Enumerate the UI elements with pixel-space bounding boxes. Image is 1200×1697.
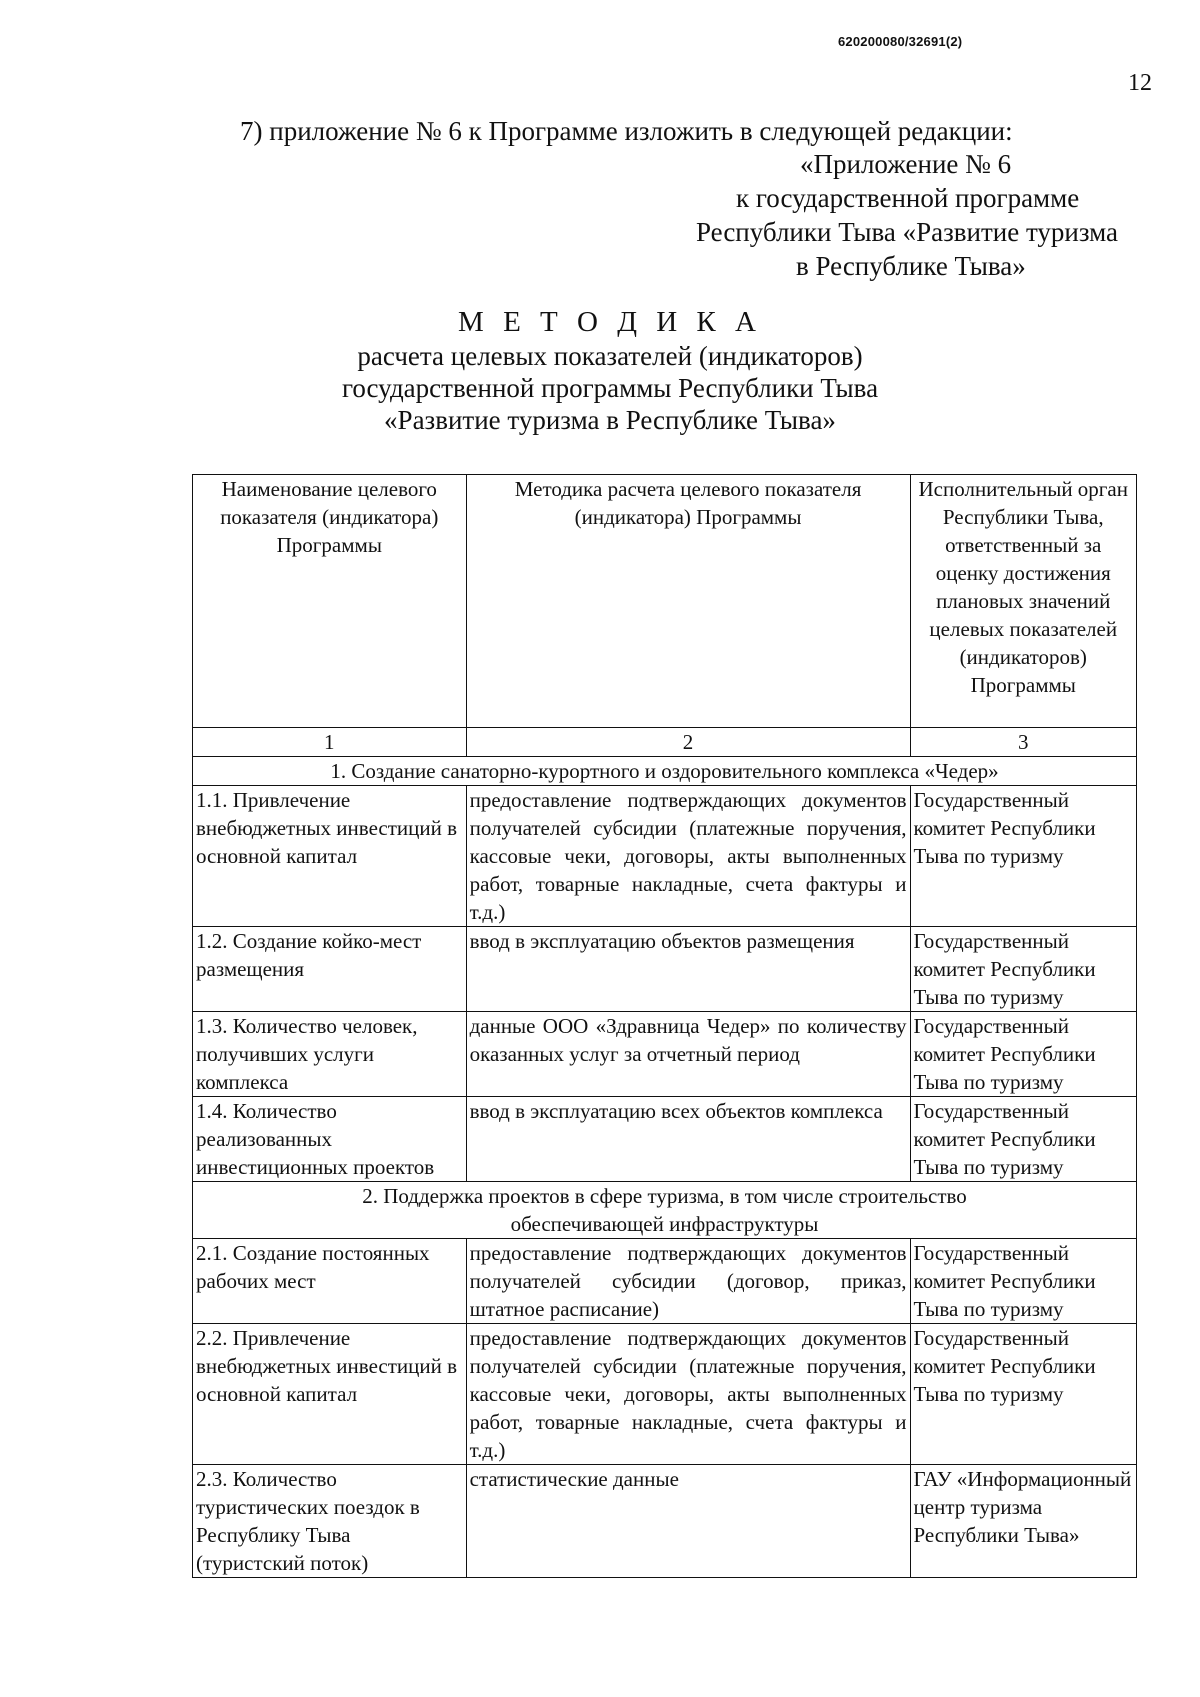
organ-cell: Государственный комитет Республики Тыва по туризму bbox=[910, 1324, 1136, 1465]
organ-cell: ГАУ «Информационный центр туризма Республики Тыва» bbox=[910, 1465, 1136, 1578]
appendix-line-4: в Республике Тыва» bbox=[796, 251, 1026, 281]
method-cell: ввод в эксплуатацию всех объектов комплекса bbox=[466, 1097, 910, 1182]
indicator-cell: 2.3. Количество туристических поездок в Республику Тыва (туристский поток) bbox=[193, 1465, 467, 1578]
title-line-1: расчета целевых показателей (индикаторов) bbox=[357, 341, 863, 371]
header-cell-indicator: Наименование целевого показателя (индикатора) Программы bbox=[193, 475, 467, 728]
table-row bbox=[193, 1465, 1137, 1578]
column-number-row bbox=[193, 728, 1137, 757]
organ-cell: Государственный комитет Республики Тыва по туризму bbox=[910, 1012, 1136, 1097]
title-line-2: государственной программы Республики Тыва bbox=[341, 373, 879, 403]
appendix-line-2: к государственной программе bbox=[736, 183, 1080, 213]
indicator-cell: 1.1. Привлечение внебюджетных инвестиций в основной капитал bbox=[193, 786, 467, 927]
intro-paragraph: 7) приложение № 6 к Программе изложить в следующей редакции: bbox=[240, 116, 1013, 146]
organ-cell: Государственный комитет Республики Тыва по туризму bbox=[910, 1097, 1136, 1182]
header-cell-organ: Исполнительный орган Республики Тыва, ответственный за оценку достижения плановых значений целевых показателей (индикаторов) Программы bbox=[910, 475, 1136, 728]
table-row bbox=[193, 927, 1137, 1012]
section-row bbox=[193, 757, 1137, 786]
document-title bbox=[0, 306, 1200, 436]
methodology-table bbox=[192, 474, 1137, 1578]
method-cell: статистические данные bbox=[466, 1465, 910, 1578]
table-row bbox=[193, 1324, 1137, 1465]
column-number-cell: 3 bbox=[910, 728, 1136, 757]
section-title: 1. Создание санаторно-курортного и оздоровительного комплекса «Чедер» bbox=[193, 757, 1137, 786]
document-id: 620200080/32691(2) bbox=[838, 34, 963, 49]
section-row bbox=[193, 1182, 1137, 1239]
header-cell-method: Методика расчета целевого показателя (индикатора) Программы bbox=[466, 475, 910, 728]
table-row bbox=[193, 1012, 1137, 1097]
title-main: М Е Т О Д И К А bbox=[458, 306, 762, 338]
section-title: 2. Поддержка проектов в сфере туризма, в том числе строительство обеспечивающей инфраструктуры bbox=[193, 1182, 1137, 1239]
indicator-cell: 1.4. Количество реализованных инвестиционных проектов bbox=[193, 1097, 467, 1182]
method-cell: предоставление подтверждающих документов получателей субсидии (платежные поручения, кассовые чеки, договоры, акты выполненных работ, товарные накладные, счета фактуры и т.д.) bbox=[466, 786, 910, 927]
table-row bbox=[193, 1097, 1137, 1182]
indicator-cell: 2.2. Привлечение внебюджетных инвестиций в основной капитал bbox=[193, 1324, 467, 1465]
method-cell: данные ООО «Здравница Чедер» по количеству оказанных услуг за отчетный период bbox=[466, 1012, 910, 1097]
method-cell: предоставление подтверждающих документов получателей субсидии (платежные поручения, кассовые чеки, договоры, акты выполненных работ, товарные накладные, счета фактуры и т.д.) bbox=[466, 1324, 910, 1465]
page-number: 12 bbox=[1128, 70, 1152, 96]
column-number-cell: 1 bbox=[193, 728, 467, 757]
indicator-cell: 1.3. Количество человек, получивших услуги комплекса bbox=[193, 1012, 467, 1097]
appendix-line-1: «Приложение № 6 bbox=[800, 149, 1012, 179]
method-cell: ввод в эксплуатацию объектов размещения bbox=[466, 927, 910, 1012]
column-number-cell: 2 bbox=[466, 728, 910, 757]
appendix-line-3: Республики Тыва «Развитие туризма bbox=[696, 217, 1119, 247]
table-header-row bbox=[193, 475, 1137, 728]
method-cell: предоставление подтверждающих документов получателей субсидии (договор, приказ, штатное расписание) bbox=[466, 1239, 910, 1324]
table-row bbox=[193, 1239, 1137, 1324]
organ-cell: Государственный комитет Республики Тыва по туризму bbox=[910, 1239, 1136, 1324]
title-line-3: «Развитие туризма в Республике Тыва» bbox=[384, 405, 836, 435]
table-row bbox=[193, 786, 1137, 927]
organ-cell: Государственный комитет Республики Тыва по туризму bbox=[910, 927, 1136, 1012]
indicator-cell: 1.2. Создание койко-мест размещения bbox=[193, 927, 467, 1012]
organ-cell: Государственный комитет Республики Тыва по туризму bbox=[910, 786, 1136, 927]
indicator-cell: 2.1. Создание постоянных рабочих мест bbox=[193, 1239, 467, 1324]
